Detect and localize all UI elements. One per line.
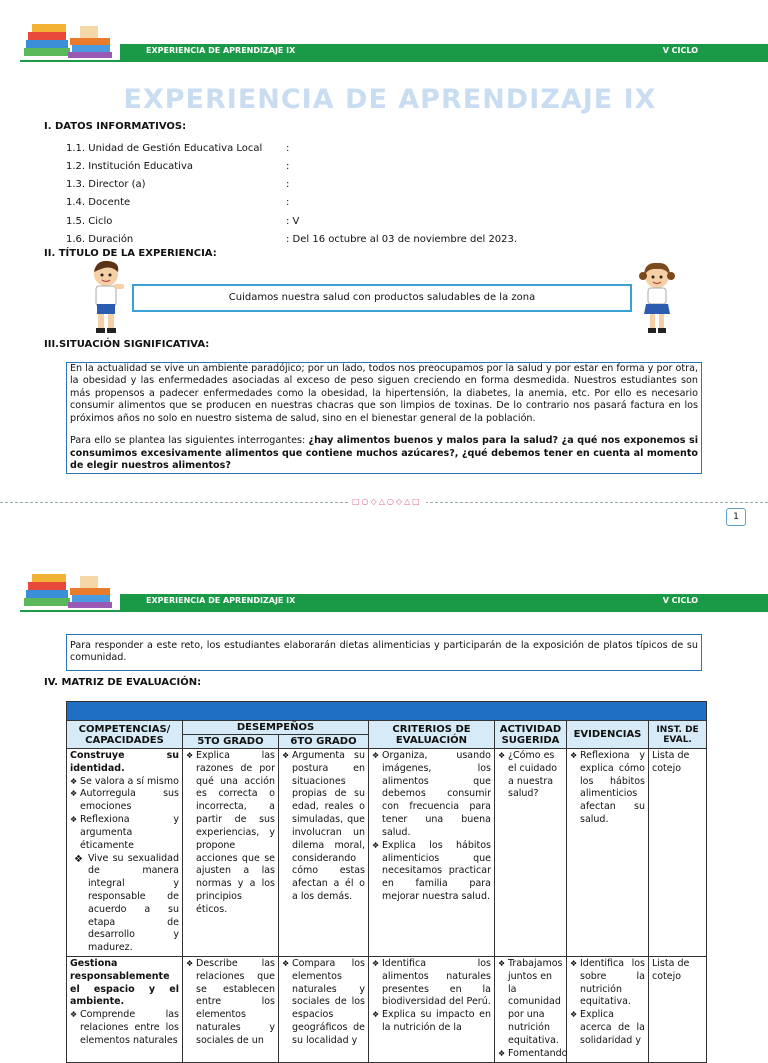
datos-label: 1.1. Unidad de Gestión Educativa Local [66,143,263,154]
capacidades-list [70,1009,179,1047]
books-icon [20,562,120,612]
table-row [67,957,707,1063]
situacion-question [70,435,698,472]
datos-value: : [286,197,290,208]
reto-text: Para responder a este reto, los estudiantes elaborarán dietas alimenticias y participarán de la exposición de platos típicos de su comunidad. [70,640,698,664]
desempeno-5to: ❖ Explica las razones de por qué una acción es correcta o incorrecta, a partir de sus experiencias, y propone acciones que se ajusten a las normas y a los principios éticos. [196,750,275,917]
page-title: EXPERIENCIA DE APRENDIZAJE IX [123,84,657,115]
criterio-item: ❖ Organiza, usando imágenes, los alimentos que debemos consumir con frecuencia para tener una buena salud. [382,750,491,840]
criterio-item: ❖ Explica los hábitos alimenticios que necesitamos practicar en familia para mejorar nuestra salud. [382,840,491,904]
instrumento: Lista de cotejo [649,749,707,957]
actividad-item: ❖ ¿Cómo es el cuidado a nuestra salud? [508,750,563,801]
col-desempenos: DESEMPEÑOS [183,721,369,735]
datos-label: 1.2. Institución Educativa [66,161,194,172]
capacidades-list [70,853,179,956]
page-header [0,0,768,62]
page-header [0,550,768,612]
desempeno-6to: ❖ Argumenta su postura en situaciones propias de su edad, reales o simuladas, que involucran un dilema moral, considerando cómo estas afectan a él o a los demás. [292,750,365,904]
header-bar [120,594,768,610]
section-situacion: III.SITUACIÓN SIGNIFICATIVA: [44,339,210,350]
header-line [20,610,768,612]
criterio-item: ❖ Explica su impacto en la nutrición de la [382,1009,491,1035]
evidencia-item: ❖ Explica acerca de la solidaridad y [580,1009,645,1047]
decorative-shapes-icon: □○◇△○◇△□ [348,497,426,506]
datos-value: : V [286,216,300,227]
datos-value: : Del 16 octubre al 03 de noviembre del 2023. [286,234,518,245]
col-competencias: COMPETENCIAS/ CAPACIDADES [67,721,183,749]
actividad-item: ❖ Fomentando [508,1048,563,1061]
experience-title-box [132,284,632,312]
competencia-title: Construye su identidad. [70,750,179,774]
criterio-item: ❖ Identifica los alimentos naturales presentes en la biodiversidad del Perú. [382,958,491,1009]
section-datos: I. DATOS INFORMATIVOS: [44,121,187,132]
situacion-intro: Para ello se plantea las siguientes interrogantes: [70,435,309,447]
header-left: EXPERIENCIA DE APRENDIZAJE IX [146,596,296,605]
col-instrumento: INST. DE EVAL. [649,721,707,749]
col-criterios: CRITERIOS DE EVALUACIÓN [369,721,495,749]
desempeno-5to: ❖ Describe las relaciones que se establecen entre los elementos naturales y sociales de un [196,958,275,1048]
datos-label: 1.4. Docente [66,197,131,208]
list-item: ❖ Comprende las relaciones entre los elementos naturales [80,1009,179,1047]
header-bar [120,44,768,60]
actividad-item: ❖ Trabajamos juntos en la comunidad por una nutrición equitativa. [508,958,563,1048]
boy-icon [86,258,128,338]
list-item: ❖ Autorregula sus emociones [80,788,179,814]
matrix-area: PERSONAL SOCIAL [67,702,707,721]
evidencia-item: ❖ Identifica los sobre la nutrición equitativa. [580,958,645,1009]
situacion-box [66,362,702,474]
datos-value: : [286,161,290,172]
evidencia-item: ❖ Reflexiona y explica cómo los hábitos alimenticios afectan su salud. [580,750,645,827]
datos-label: 1.5. Ciclo [66,216,113,227]
header-line [20,60,768,62]
table-row [67,749,707,957]
datos-label: 1.6. Duración [66,234,134,245]
books-icon [20,12,120,62]
header-left: EXPERIENCIA DE APRENDIZAJE IX [146,46,296,55]
experience-title: Cuidamos nuestra salud con productos saludables de la zona [228,292,536,303]
col-6to: 6TO GRADO [279,735,369,749]
section-matriz: IV. MATRIZ DE EVALUACIÓN: [44,677,202,688]
header-right: V CICLO [662,46,698,55]
page-number: 1 [726,508,746,526]
section-titulo: II. TÍTULO DE LA EXPERIENCIA: [44,248,217,259]
list-item: ❖ Reflexiona y argumenta éticamente [80,814,179,852]
situacion-paragraph: En la actualidad se vive un ambiente paradójico; por un lado, todos nos preocupamos por la salud y por estar en forma y por otra, la obesidad y las enfermedades asociadas al exceso de peso siguen creciendo en forma desmedida. Nuestros estudiantes son más propensos a padecer enfermedades como la obesidad, la hipertensión, la diabetes, la anemia, etc. Por ello es necesario consumir alimentos que se producen en nuestras chacras que son limpios de toxinas. De lo contrario nos pasará factura en los próximos años no solo en nuestro sistema de salud, sino en el bienestar general de la población. [70,363,698,424]
col-evidencias: EVIDENCIAS [567,721,649,749]
evaluation-matrix [66,701,707,1063]
girl-icon [636,260,678,338]
list-item: ❖ Se valora a sí mismo [80,776,179,789]
datos-value: : [286,143,290,154]
competencia-title: Gestiona responsablemente el espacio y el ambiente. [70,958,179,1008]
col-actividad: ACTIVIDAD SUGERIDA [495,721,567,749]
situacion-interrogantes: ¿hay alimentos buenos y malos para la salud? ¿a qué nos exponemos si consumimos excesivamente alimentos que contiene muchos azúcares?, ¿qué debemos tener en cuenta al momento de elegir nuestros alimentos? [70,435,698,472]
instrumento: Lista de cotejo [649,957,707,1063]
list-item: ❖ Vive su sexualidad de manera integral y responsable de acuerdo a su etapa de desarrollo y madurez. [88,853,179,956]
header-right: V CICLO [662,596,698,605]
col-5to: 5TO GRADO [183,735,279,749]
reto-box [66,634,702,671]
datos-value: : [286,179,290,190]
datos-label: 1.3. Director (a) [66,179,146,190]
desempeno-6to: ❖ Compara los elementos naturales y sociales de los espacios geográficos de su localidad y [292,958,365,1048]
capacidades-list [70,776,179,853]
